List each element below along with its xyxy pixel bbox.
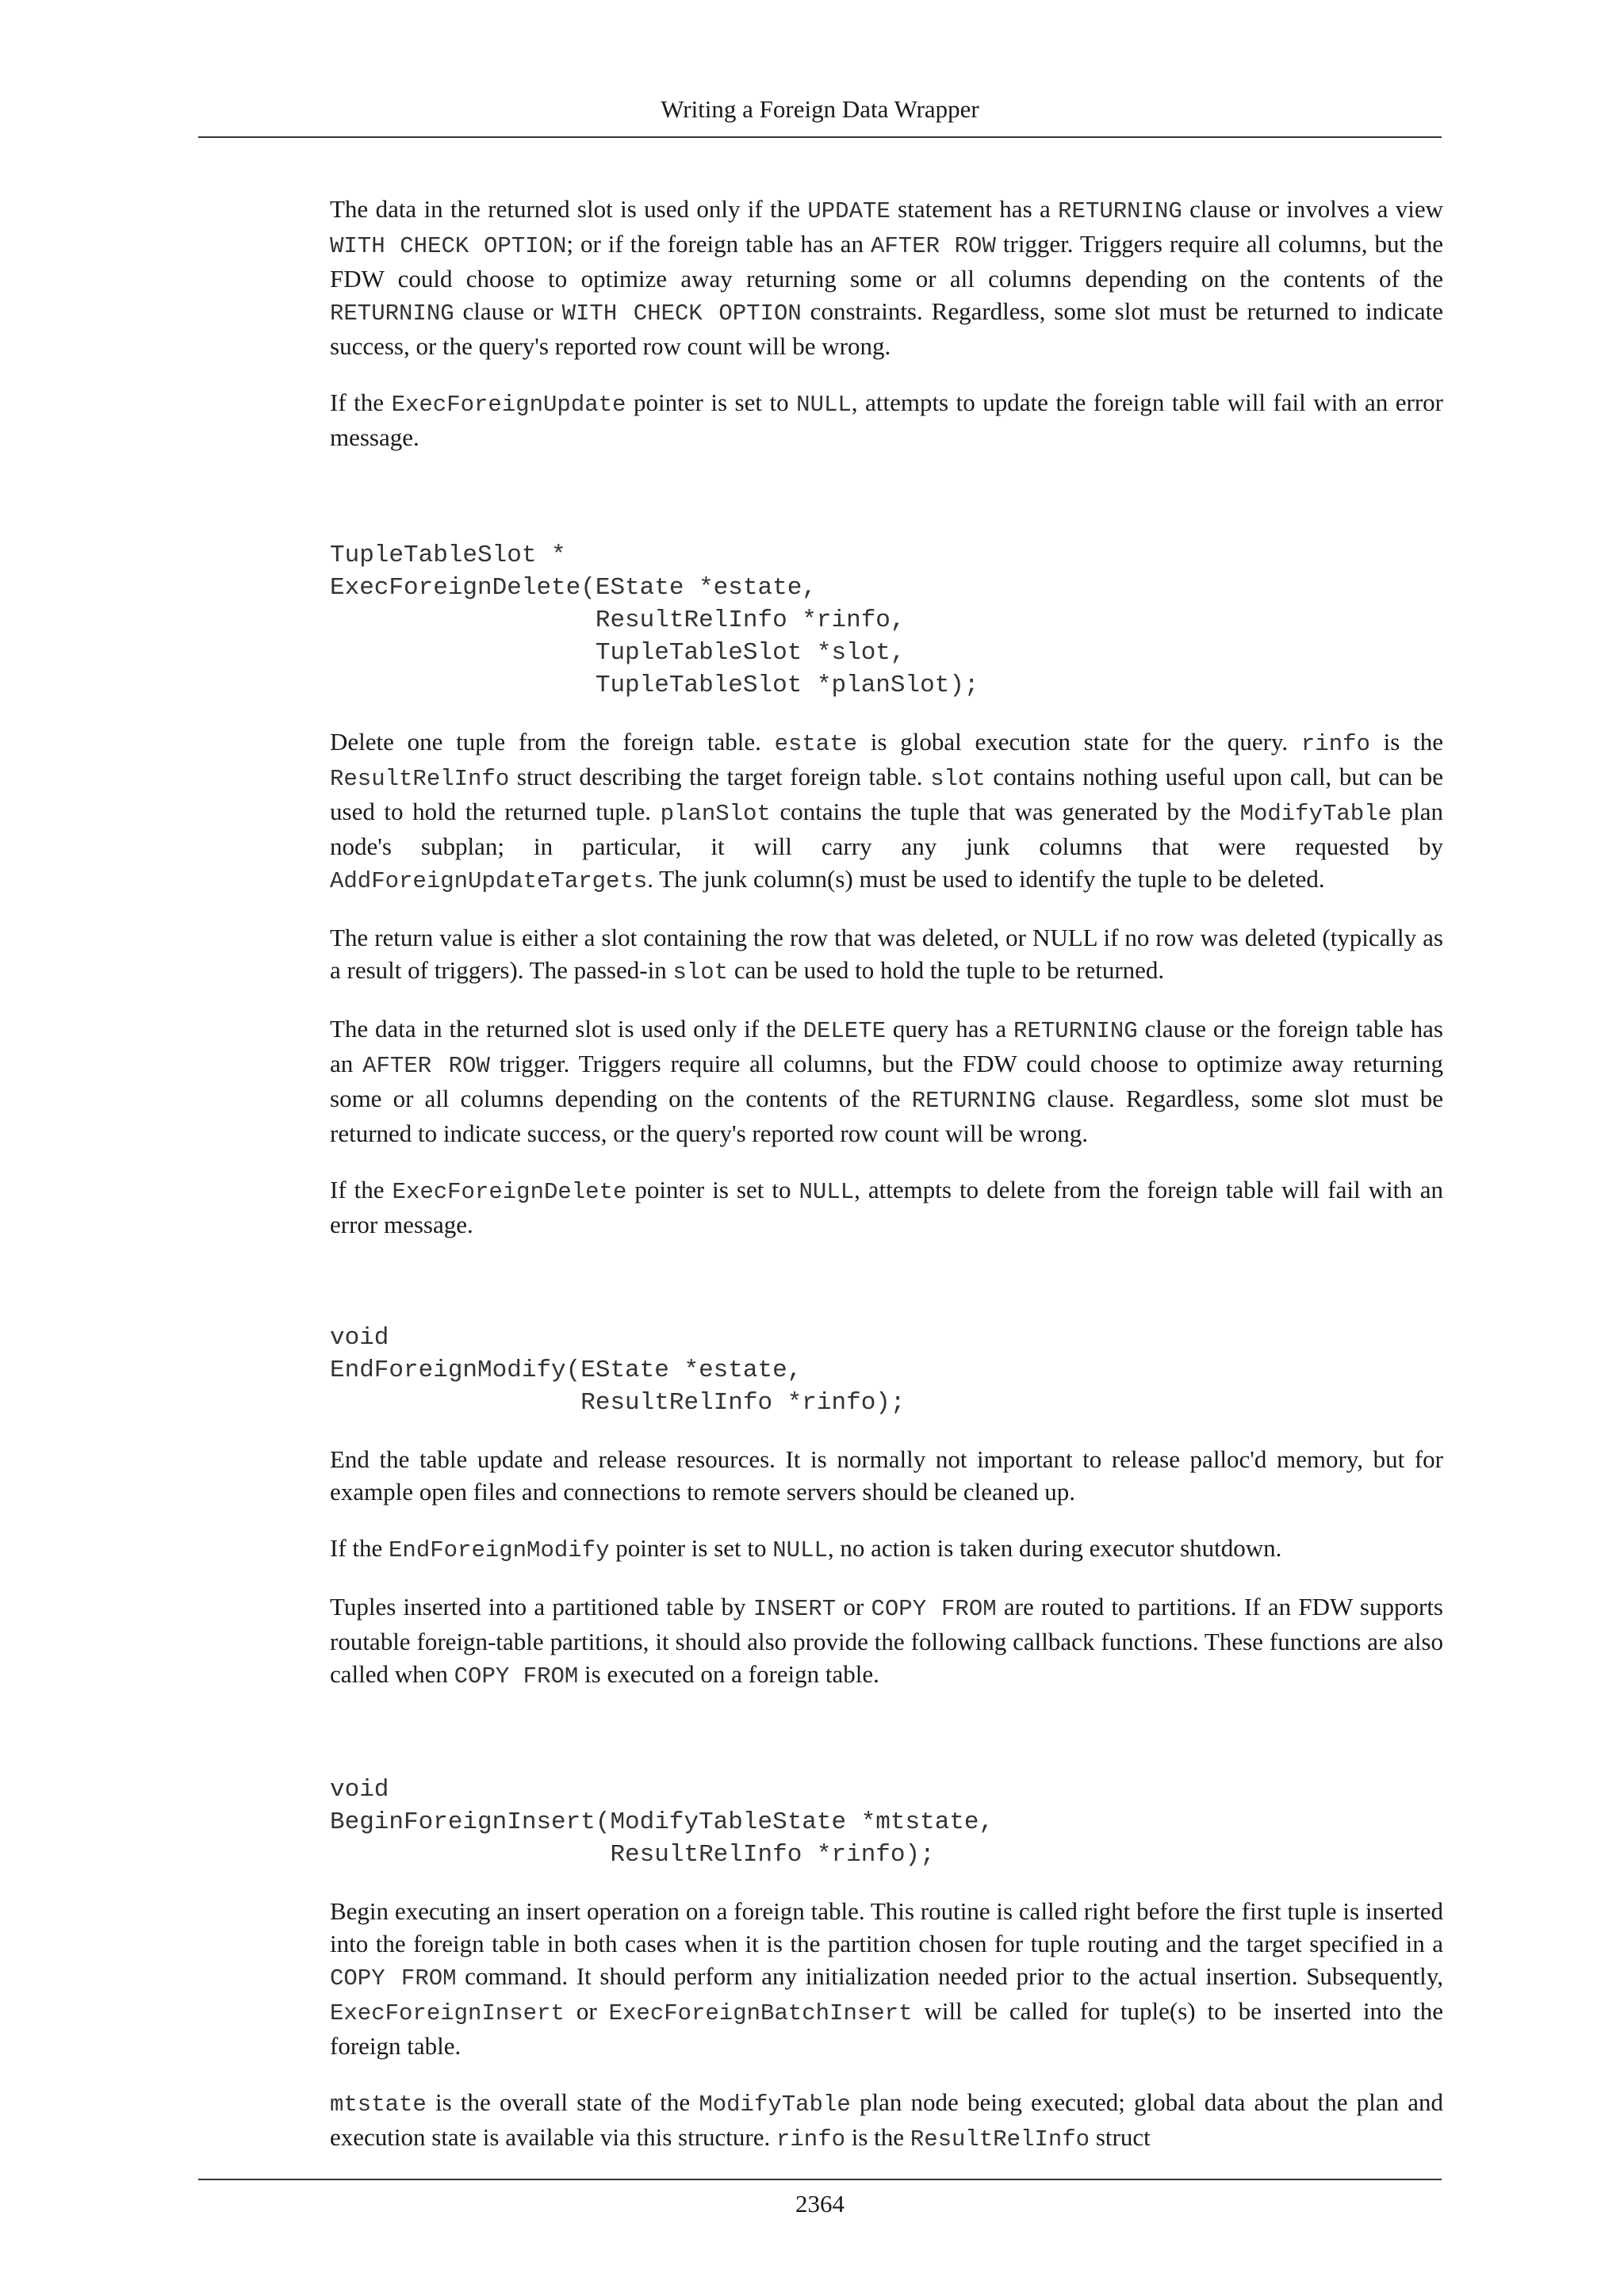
inline-code: estate: [774, 731, 858, 757]
paragraph-begin-insert-description: [330, 1895, 1443, 2062]
text-run: clause or the foreign table has an: [330, 1015, 1443, 1077]
text-run: or: [564, 1997, 609, 2025]
inline-code: ExecForeignDelete: [392, 1179, 627, 1205]
inline-code: ResultRelInfo: [330, 766, 510, 792]
footer-rule: [198, 2179, 1442, 2180]
text-run: can be used to hold the tuple to be returned.: [728, 956, 1165, 984]
code-exec-foreign-delete-signature: TupleTableSlot * ExecForeignDelete(EState *estate, ResultRelInfo *rinfo, TupleTableSlot *slot, TupleTableSlot *planSlot);: [330, 541, 979, 699]
text-run: clause or: [454, 297, 562, 325]
paragraph-delete-return-value: [330, 921, 1443, 989]
text-run: If the: [330, 1176, 393, 1203]
text-run: clause or involves a view: [1182, 195, 1443, 223]
text-run: trigger. Triggers require all columns, but the FDW could choose to optimize away returning some or all columns depending on the contents of the: [330, 1050, 1443, 1112]
code-begin-foreign-insert-signature: void BeginForeignInsert(ModifyTableState *mtstate, ResultRelInfo *rinfo);: [330, 1776, 994, 1869]
inline-code: NULL: [799, 1179, 855, 1205]
inline-code: ExecForeignUpdate: [391, 392, 626, 418]
text-run: struct describing the target foreign table.: [509, 763, 931, 790]
text-run: query has a: [886, 1015, 1014, 1043]
text-run: Begin executing an insert operation on a foreign table. This routine is called right before the first tuple is inserted into the foreign table in both cases when it is the partition chosen for tuple routing and the target specified in a: [330, 1897, 1443, 1957]
text-run: statement has a: [890, 195, 1059, 223]
inline-code: AddForeignUpdateTargets: [330, 868, 648, 894]
paragraph-update-null-pointer: [330, 386, 1443, 453]
text-run: is global execution state for the query.: [857, 728, 1301, 756]
text-run: constraints. Regardless, some slot must be returned to indicate success, or the query's reported row count will be wrong.: [330, 297, 1443, 360]
inline-code: ExecForeignBatchInsert: [608, 2000, 913, 2026]
inline-code: INSERT: [753, 1596, 837, 1622]
paragraph-end-modify-null-pointer: [330, 1532, 1443, 1567]
text-run: pointer is set to: [626, 1176, 799, 1203]
text-run: , attempts to update the foreign table will fail with an error message.: [330, 388, 1443, 451]
text-run: is the: [845, 2123, 910, 2151]
page-header: Writing a Foreign Data Wrapper: [661, 95, 979, 123]
inline-code: UPDATE: [807, 198, 891, 224]
inline-code: mtstate: [330, 2091, 427, 2118]
inline-code: rinfo: [776, 2126, 845, 2152]
text-run: clause. Regardless, some slot must be returned to indicate success, or the query's reported row count will be wrong.: [330, 1085, 1443, 1147]
text-run: is executed on a foreign table.: [578, 1660, 879, 1688]
inline-code: ResultRelInfo: [910, 2126, 1090, 2152]
inline-code: COPY FROM: [454, 1663, 579, 1689]
paragraph-update-returned-slot: [330, 193, 1443, 362]
paragraph-delete-null-pointer: [330, 1173, 1443, 1241]
text-run: , attempts to delete from the foreign table will fail with an error message.: [330, 1176, 1443, 1238]
text-run: plan node's subplan; in particular, it will carry any junk columns that were requested by: [330, 798, 1443, 860]
text-run: Delete one tuple from the foreign table.: [330, 728, 775, 756]
text-run: or: [836, 1593, 871, 1621]
text-run: plan node being executed; global data about the plan and execution state is available via this structure.: [330, 2088, 1443, 2151]
inline-code: NULL: [772, 1537, 828, 1563]
paragraph-mtstate-description: [330, 2086, 1443, 2156]
inline-code: slot: [930, 766, 986, 792]
text-run: contains the tuple that was generated by the: [770, 798, 1240, 825]
paragraph-delete-returned-slot: [330, 1012, 1443, 1150]
inline-code: rinfo: [1300, 731, 1370, 757]
inline-code: COPY FROM: [871, 1596, 997, 1622]
page-number: 2364: [795, 2190, 845, 2218]
inline-code: ExecForeignInsert: [330, 2000, 565, 2026]
header-rule: [198, 136, 1442, 138]
text-run: If the: [330, 1534, 389, 1562]
inline-code: planSlot: [660, 801, 771, 827]
inline-code: RETURNING: [1058, 198, 1182, 224]
inline-code: WITH CHECK OPTION: [561, 300, 802, 327]
inline-code: DELETE: [802, 1018, 886, 1044]
text-run: pointer is set to: [609, 1534, 773, 1562]
text-run: is the: [1369, 728, 1443, 756]
text-run: The return value is either a slot containing the row that was deleted, or NULL if no row was deleted (typically as a result of triggers). The passed-in: [330, 924, 1443, 984]
inline-code: ModifyTable: [1239, 801, 1392, 827]
text-run: are routed to partitions. If an FDW supports routable foreign-table partitions, it should also provide the following callback functions. These functions are also called when: [330, 1593, 1443, 1688]
text-run: command. It should perform any initialization needed prior to the actual insertion. Subsequently,: [456, 1962, 1443, 1990]
inline-code: RETURNING: [1013, 1018, 1138, 1044]
code-end-foreign-modify-signature: void EndForeignModify(EState *estate, ResultRelInfo *rinfo);: [330, 1324, 906, 1417]
inline-code: ModifyTable: [699, 2091, 851, 2118]
page-content: [330, 193, 1443, 2156]
inline-code: EndForeignModify: [389, 1537, 610, 1563]
text-run: , no action is taken during executor shutdown.: [827, 1534, 1282, 1562]
text-run: The data in the returned slot is used only if the: [330, 1015, 803, 1043]
inline-code: NULL: [796, 392, 852, 418]
text-run: is the overall state of the: [426, 2088, 699, 2116]
text-run: struct: [1090, 2123, 1151, 2151]
text-run: trigger. Triggers require all columns, but the FDW could choose to optimize away returning some or all columns depending on the contents of the: [330, 230, 1443, 293]
inline-code: RETURNING: [911, 1088, 1036, 1114]
text-run: pointer is set to: [626, 388, 797, 416]
inline-code: AFTER ROW: [362, 1053, 490, 1079]
inline-code: WITH CHECK OPTION: [330, 233, 567, 259]
text-run: If the: [330, 388, 392, 416]
text-run: contains nothing useful upon call, but can be used to hold the returned tuple.: [330, 763, 1443, 825]
text-run: ; or if the foreign table has an: [566, 230, 871, 258]
text-run: will be called for tuple(s) to be inserted into the foreign table.: [330, 1997, 1443, 2060]
paragraph-delete-description: [330, 725, 1443, 897]
text-run: The data in the returned slot is used only if the: [330, 195, 808, 223]
inline-code: RETURNING: [330, 300, 454, 327]
inline-code: slot: [672, 959, 729, 985]
text-run: . The junk column(s) must be used to identify the tuple to be deleted.: [647, 865, 1325, 893]
text-run: End the table update and release resources. It is normally not important to release palloc'd memory, but for example open files and connections to remote servers should be cleaned up.: [330, 1445, 1443, 1506]
paragraph-partition-routing: [330, 1590, 1443, 1693]
inline-code: COPY FROM: [330, 1965, 457, 1992]
paragraph-end-modify-description: [330, 1443, 1443, 1508]
text-run: Tuples inserted into a partitioned table by: [330, 1593, 753, 1621]
inline-code: AFTER ROW: [870, 233, 996, 259]
